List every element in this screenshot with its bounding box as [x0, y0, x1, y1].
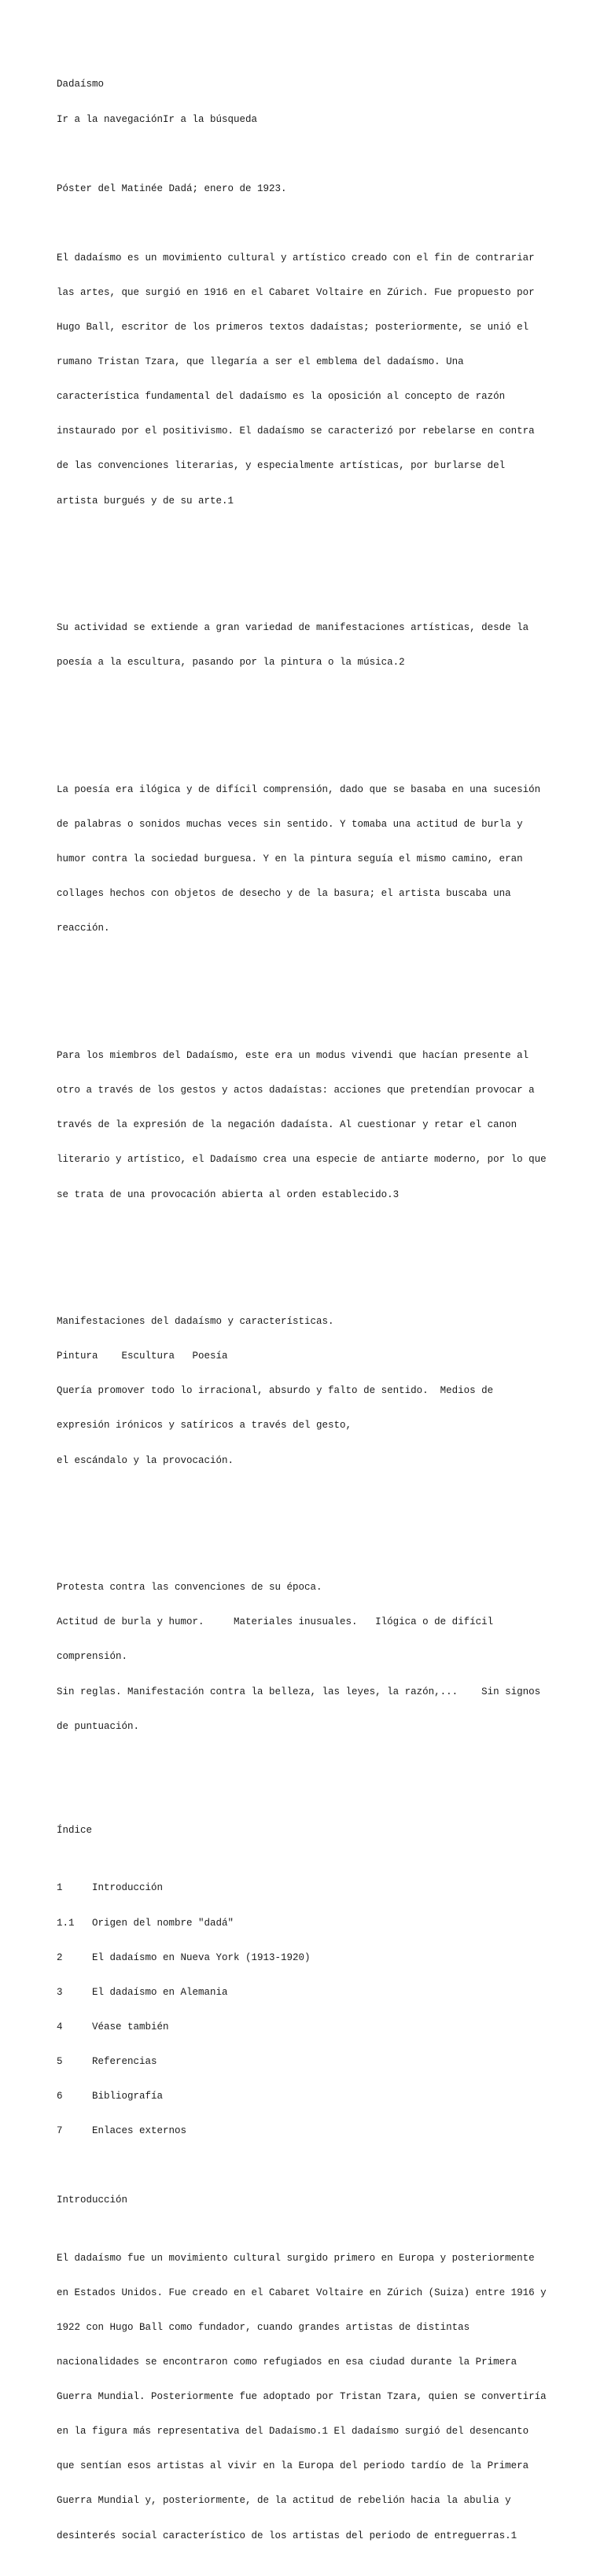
- text-line: el escándalo y la provocación.: [57, 1454, 234, 1466]
- section-heading-introduction: Introducción: [57, 2195, 128, 2206]
- image-caption: Póster del Matinée Dadá; enero de 1923.: [57, 182, 287, 194]
- text-line: Para los miembros del Dadaísmo, este era un modus vivendi que hacían presente al: [57, 1050, 529, 1062]
- text-line: Sin reglas. Manifestación contra la belleza, las leyes, la razón,... Sin signos: [57, 1686, 541, 1697]
- text-line: de puntuación.: [57, 1720, 140, 1732]
- text-line: Guerra Mundial y, posteriormente, de la actitud de rebelión hacia la abulia y: [57, 2495, 511, 2507]
- text-line: El dadaísmo es un movimiento cultural y artístico creado con el fin de contrariar: [57, 252, 535, 263]
- text-line: comprensión.: [57, 1651, 128, 1663]
- text-line: rumano Tristan Tzara, que llegaría a ser el emblema del dadaísmo. Una: [57, 356, 464, 368]
- spacer: [57, 981, 560, 993]
- spacer: [57, 1247, 560, 1259]
- text-line: artista burgués y de su arte.1: [57, 495, 234, 507]
- text-line: desinterés social característico de los artistas del periodo de entreguerras.1: [57, 2530, 517, 2541]
- text-line: La poesía era ilógica y de difícil comprensión, dado que se basaba en una sucesión: [57, 784, 541, 796]
- manifestations-block: [57, 1293, 560, 1490]
- spacer: [57, 149, 560, 160]
- text-line: El dadaísmo fue un movimiento cultural surgido primero en Europa y posteriormente: [57, 2252, 535, 2264]
- spacer: [57, 553, 560, 565]
- text-line: Actitud de burla y humor. Materiales inusuales. Ilógica o de difícil: [57, 1616, 494, 1628]
- navigation-links[interactable]: Ir a la navegaciónIr a la búsqueda: [57, 113, 258, 125]
- toc-item[interactable]: 7 Enlaces externos: [57, 2125, 187, 2137]
- text-line: poesía a la escultura, pasando por la pintura o la música.2: [57, 657, 405, 669]
- characteristics-block: [57, 1559, 560, 1756]
- text-line: Manifestaciones del dadaísmo y características.: [57, 1316, 334, 1328]
- document-title: Dadaísmo: [57, 79, 105, 90]
- text-line: Protesta contra las convenciones de su época.: [57, 1582, 322, 1594]
- text-line: característica fundamental del dadaísmo es la oposición al concepto de razón: [57, 391, 506, 403]
- spacer: [57, 1513, 560, 1524]
- text-line: instaurado por el positivismo. El dadaísmo se caracterizó por rebelarse en contra: [57, 426, 535, 437]
- toc-item[interactable]: 4 Véase también: [57, 2021, 169, 2032]
- text-line: Su actividad se extiende a gran variedad de manifestaciones artísticas, desde la: [57, 622, 529, 634]
- table-of-contents: [57, 1859, 560, 2160]
- text-line: través de la expresión de la negación dadaísta. Al cuestionar y retar el canon: [57, 1119, 517, 1131]
- text-line: literario y artístico, el Dadaísmo crea una especie de antiarte moderno, por lo que: [57, 1154, 547, 1166]
- text-line: nacionalidades se encontraron como refugiados en esa ciudad durante la Primera: [57, 2357, 517, 2368]
- text-line: expresión irónicos y satíricos a través del gesto,: [57, 1420, 352, 1432]
- spacer: [57, 715, 560, 727]
- toc-item[interactable]: 5 Referencias: [57, 2055, 157, 2067]
- spacer: [57, 1778, 560, 1790]
- paragraph-definition: [57, 229, 560, 529]
- text-line: que sentían esos artistas al vivir en la Europa del periodo tardío de la Primera: [57, 2460, 529, 2472]
- text-line: de palabras o sonidos muchas veces sin sentido. Y tomaba una actitud de burla y: [57, 819, 523, 831]
- paragraph-activity: [57, 599, 560, 692]
- text-line: Pintura Escultura Poesía: [57, 1351, 228, 1362]
- document-page: [57, 56, 560, 2576]
- text-line: humor contra la sociedad burguesa. Y en la pintura seguía el mismo camino, eran: [57, 853, 523, 865]
- text-line: de las convenciones literarias, y especialmente artísticas, por burlarse del: [57, 460, 506, 472]
- toc-item[interactable]: 2 El dadaísmo en Nueva York (1913-1920): [57, 1951, 311, 1963]
- paragraph-introduction: [57, 2229, 560, 2564]
- toc-item[interactable]: 1 Introducción: [57, 1882, 164, 1894]
- toc-item[interactable]: 6 Bibliografía: [57, 2091, 164, 2102]
- paragraph-members: [57, 1027, 560, 1224]
- text-line: en la figura más representativa del Dadaísmo.1 El dadaísmo surgió del desencanto: [57, 2426, 529, 2438]
- toc-item[interactable]: 1.1 Origen del nombre "dadá": [57, 1917, 234, 1929]
- paragraph-poetry: [57, 761, 560, 958]
- text-line: se trata de una provocación abierta al orden establecido.3: [57, 1188, 400, 1200]
- text-line: las artes, que surgió en 1916 en el Cabaret Voltaire en Zúrich. Fue propuesto por: [57, 286, 535, 298]
- text-line: collages hechos con objetos de desecho y de la basura; el artista buscaba una: [57, 888, 511, 900]
- text-line: otro a través de los gestos y actos dadaístas: acciones que pretendían provocar a: [57, 1085, 535, 1096]
- text-line: Quería promover todo lo irracional, absurdo y falto de sentido. Medios de: [57, 1385, 494, 1397]
- text-line: reacción.: [57, 923, 110, 934]
- toc-item[interactable]: 3 El dadaísmo en Alemania: [57, 1986, 228, 1998]
- index-heading: Índice: [57, 1824, 93, 1836]
- text-line: en Estados Unidos. Fue creado en el Cabaret Voltaire en Zúrich (Suiza) entre 1916 y: [57, 2287, 547, 2298]
- text-line: 1922 con Hugo Ball como fundador, cuando grandes artistas de distintas: [57, 2322, 470, 2333]
- text-line: Guerra Mundial. Posteriormente fue adoptado por Tristan Tzara, quien se convertiría: [57, 2391, 547, 2403]
- text-line: Hugo Ball, escritor de los primeros textos dadaístas; posteriormente, se unió el: [57, 322, 529, 334]
